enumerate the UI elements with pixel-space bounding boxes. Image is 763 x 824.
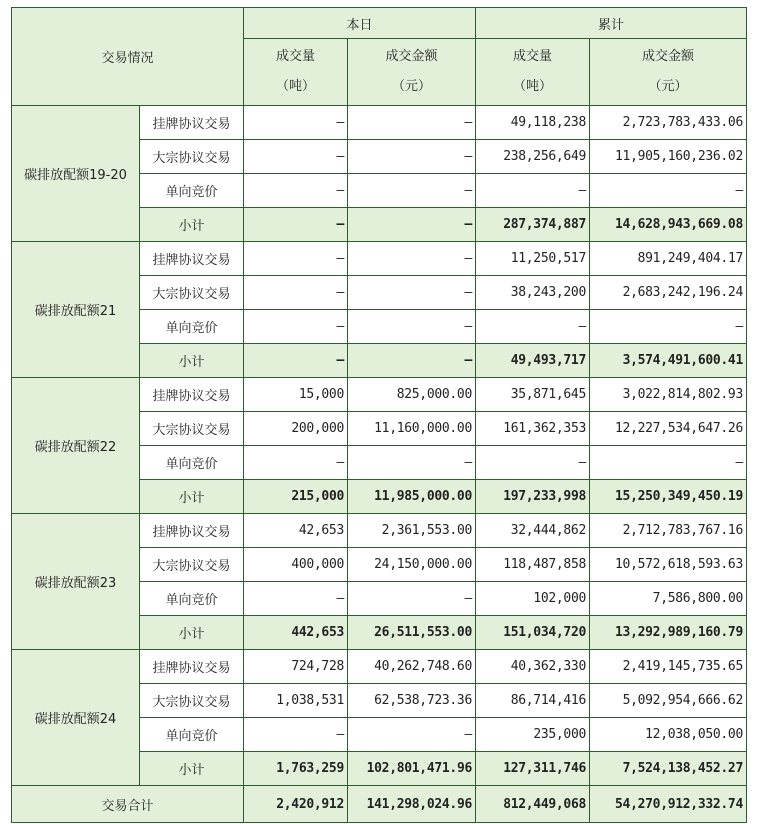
cum-volume-cell: – <box>476 446 590 480</box>
today-amount-cell: – <box>348 140 476 174</box>
header-today: 本日 <box>244 8 476 39</box>
today-volume-cell: – <box>244 140 348 174</box>
cum-volume-cell: – <box>476 310 590 344</box>
row-label-cell: 小计 <box>140 752 244 786</box>
row-label-cell: 挂牌协议交易 <box>140 106 244 140</box>
table-row <box>12 242 747 276</box>
cum-volume-cell: 161,362,353 <box>476 412 590 446</box>
table-row <box>12 378 747 412</box>
today-volume-cell: 42,653 <box>244 514 348 548</box>
grand-total-label: 交易合计 <box>12 786 244 823</box>
cum-volume-cell: 32,444,862 <box>476 514 590 548</box>
cum-volume-cell: 38,243,200 <box>476 276 590 310</box>
row-label-cell: 小计 <box>140 208 244 242</box>
header-today-volume <box>244 39 348 106</box>
cum-amount-cell: 10,572,618,593.63 <box>590 548 747 582</box>
row-label-cell: 挂牌协议交易 <box>140 650 244 684</box>
cum-amount-cell: 12,038,050.00 <box>590 718 747 752</box>
amount-label: 成交金额 <box>641 49 694 64</box>
cum-volume-cell: 35,871,645 <box>476 378 590 412</box>
table-row <box>12 106 747 140</box>
amount-unit: （元） <box>391 79 431 94</box>
header-row-top <box>12 8 747 39</box>
today-volume-cell: 724,728 <box>244 650 348 684</box>
cum-volume-cell: 49,493,717 <box>476 344 590 378</box>
amount-label: 成交金额 <box>385 49 438 64</box>
table-row <box>12 514 747 548</box>
row-label-cell: 挂牌协议交易 <box>140 514 244 548</box>
today-volume-cell: 442,653 <box>244 616 348 650</box>
row-label-cell: 挂牌协议交易 <box>140 378 244 412</box>
row-label-cell: 单向竞价 <box>140 446 244 480</box>
cum-amount-cell: 3,574,491,600.41 <box>590 344 747 378</box>
row-label-cell: 小计 <box>140 480 244 514</box>
today-volume-cell: – <box>244 582 348 616</box>
group-name-cell: 碳排放配额24 <box>12 650 140 786</box>
cum-volume-cell: 118,487,858 <box>476 548 590 582</box>
grand-total-row <box>12 786 747 823</box>
today-volume-cell: 1,038,531 <box>244 684 348 718</box>
volume-label: 成交量 <box>512 49 552 64</box>
cum-amount-cell: 2,683,242,196.24 <box>590 276 747 310</box>
cum-amount-cell: 13,292,989,160.79 <box>590 616 747 650</box>
total-cum-amount: 54,270,912,332.74 <box>590 786 747 823</box>
today-amount-cell: – <box>348 446 476 480</box>
cum-volume-cell: – <box>476 174 590 208</box>
today-volume-cell: – <box>244 276 348 310</box>
row-label-cell: 大宗协议交易 <box>140 548 244 582</box>
cum-volume-cell: 127,311,746 <box>476 752 590 786</box>
trading-summary-table <box>11 7 747 823</box>
header-today-amount <box>348 39 476 106</box>
cum-volume-cell: 11,250,517 <box>476 242 590 276</box>
cum-volume-cell: 151,034,720 <box>476 616 590 650</box>
today-volume-cell: 15,000 <box>244 378 348 412</box>
group-name-cell: 碳排放配额21 <box>12 242 140 378</box>
today-volume-cell: – <box>244 310 348 344</box>
cum-amount-cell: – <box>590 310 747 344</box>
cum-amount-cell: 891,249,404.17 <box>590 242 747 276</box>
today-volume-cell: – <box>244 208 348 242</box>
today-amount-cell: – <box>348 242 476 276</box>
today-amount-cell: 62,538,723.36 <box>348 684 476 718</box>
group-name-cell: 碳排放配额23 <box>12 514 140 650</box>
cum-volume-cell: 238,256,649 <box>476 140 590 174</box>
today-amount-cell: 24,150,000.00 <box>348 548 476 582</box>
row-label-cell: 单向竞价 <box>140 718 244 752</box>
cum-amount-cell: 7,586,800.00 <box>590 582 747 616</box>
cum-amount-cell: 2,723,783,433.06 <box>590 106 747 140</box>
cum-amount-cell: 3,022,814,802.93 <box>590 378 747 412</box>
today-volume-cell: 400,000 <box>244 548 348 582</box>
today-amount-cell: 825,000.00 <box>348 378 476 412</box>
amount-unit: （元） <box>648 79 688 94</box>
group-name-cell: 碳排放配额19-20 <box>12 106 140 242</box>
volume-unit: （吨） <box>512 79 552 94</box>
row-label-cell: 大宗协议交易 <box>140 276 244 310</box>
today-amount-cell: – <box>348 106 476 140</box>
cum-volume-cell: 197,233,998 <box>476 480 590 514</box>
today-amount-cell: – <box>348 718 476 752</box>
today-amount-cell: – <box>348 174 476 208</box>
header-corner-cell: 交易情况 <box>12 8 244 106</box>
header-cum-volume <box>476 39 590 106</box>
today-amount-cell: – <box>348 310 476 344</box>
volume-unit: （吨） <box>275 79 315 94</box>
cum-amount-cell: 14,628,943,669.08 <box>590 208 747 242</box>
cum-volume-cell: 287,374,887 <box>476 208 590 242</box>
today-amount-cell: 26,511,553.00 <box>348 616 476 650</box>
today-volume-cell: – <box>244 446 348 480</box>
cum-amount-cell: 2,712,783,767.16 <box>590 514 747 548</box>
row-label-cell: 单向竞价 <box>140 582 244 616</box>
row-label-cell: 大宗协议交易 <box>140 140 244 174</box>
today-volume-cell: – <box>244 344 348 378</box>
cum-amount-cell: 5,092,954,666.62 <box>590 684 747 718</box>
today-volume-cell: – <box>244 106 348 140</box>
table-row <box>12 650 747 684</box>
row-label-cell: 单向竞价 <box>140 310 244 344</box>
today-amount-cell: 11,160,000.00 <box>348 412 476 446</box>
cum-amount-cell: 12,227,534,647.26 <box>590 412 747 446</box>
total-today-amount: 141,298,024.96 <box>348 786 476 823</box>
today-amount-cell: – <box>348 276 476 310</box>
today-amount-cell: – <box>348 344 476 378</box>
cum-amount-cell: 15,250,349,450.19 <box>590 480 747 514</box>
today-amount-cell: 40,262,748.60 <box>348 650 476 684</box>
row-label-cell: 小计 <box>140 616 244 650</box>
cum-amount-cell: 11,905,160,236.02 <box>590 140 747 174</box>
today-volume-cell: – <box>244 174 348 208</box>
today-amount-cell: – <box>348 582 476 616</box>
group-name-cell: 碳排放配额22 <box>12 378 140 514</box>
today-volume-cell: 1,763,259 <box>244 752 348 786</box>
today-volume-cell: 200,000 <box>244 412 348 446</box>
cum-volume-cell: 102,000 <box>476 582 590 616</box>
table-body <box>12 8 747 823</box>
cum-volume-cell: 235,000 <box>476 718 590 752</box>
today-volume-cell: 215,000 <box>244 480 348 514</box>
volume-label: 成交量 <box>275 49 315 64</box>
cum-volume-cell: 86,714,416 <box>476 684 590 718</box>
total-cum-volume: 812,449,068 <box>476 786 590 823</box>
row-label-cell: 挂牌协议交易 <box>140 242 244 276</box>
today-amount-cell: 11,985,000.00 <box>348 480 476 514</box>
row-label-cell: 大宗协议交易 <box>140 412 244 446</box>
today-amount-cell: 102,801,471.96 <box>348 752 476 786</box>
header-cumulative: 累计 <box>476 8 747 39</box>
row-label-cell: 大宗协议交易 <box>140 684 244 718</box>
today-amount-cell: 2,361,553.00 <box>348 514 476 548</box>
total-today-volume: 2,420,912 <box>244 786 348 823</box>
row-label-cell: 单向竞价 <box>140 174 244 208</box>
header-cum-amount <box>590 39 747 106</box>
cum-volume-cell: 40,362,330 <box>476 650 590 684</box>
cum-amount-cell: 7,524,138,452.27 <box>590 752 747 786</box>
cum-amount-cell: – <box>590 446 747 480</box>
today-volume-cell: – <box>244 242 348 276</box>
today-amount-cell: – <box>348 208 476 242</box>
row-label-cell: 小计 <box>140 344 244 378</box>
cum-volume-cell: 49,118,238 <box>476 106 590 140</box>
cum-amount-cell: – <box>590 174 747 208</box>
today-volume-cell: – <box>244 718 348 752</box>
cum-amount-cell: 2,419,145,735.65 <box>590 650 747 684</box>
